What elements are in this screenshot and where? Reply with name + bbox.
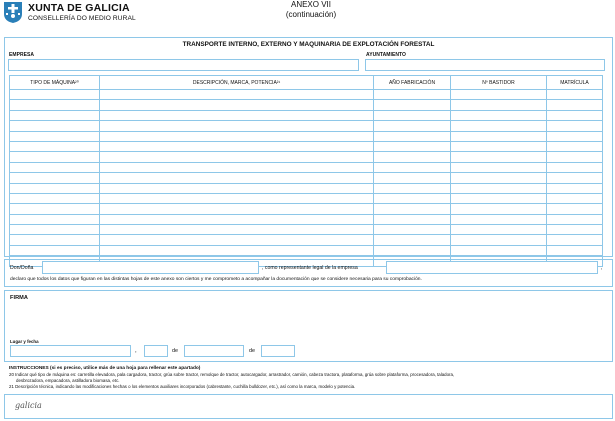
table-cell[interactable] [451,214,547,224]
table-cell[interactable] [547,162,603,172]
table-row [10,121,603,131]
table-row [10,183,603,193]
instruction-line-21: 21 Descripción técnica, indicando las modificaciones hechas o los elementos auxiliares incorporados (cabrestante, cuchilla bulldozer, etc.), así como la marca, modelo y potencia. [9,384,356,389]
table-cell[interactable] [100,225,374,235]
table-cell[interactable] [100,110,374,120]
col-matricula: MATRÍCULA [547,76,603,90]
place-input[interactable] [10,345,131,357]
table-cell[interactable] [547,90,603,100]
table-cell[interactable] [10,183,100,193]
table-cell[interactable] [451,121,547,131]
table-cell[interactable] [100,100,374,110]
table-cell[interactable] [10,131,100,141]
table-cell[interactable] [547,235,603,245]
table-cell[interactable] [374,235,451,245]
don-name-input[interactable] [42,261,259,274]
table-cell[interactable] [374,152,451,162]
table-cell[interactable] [374,214,451,224]
company-name-input[interactable] [386,261,598,274]
table-cell[interactable] [451,183,547,193]
table-cell[interactable] [547,152,603,162]
table-cell[interactable] [547,131,603,141]
col-descripcion: DESCRIPCIÓN, MARCA, POTENCIA²¹ [100,76,374,90]
instructions [9,366,609,390]
table-cell[interactable] [451,225,547,235]
xunta-shield-logo [3,1,23,24]
org-name: XUNTA DE GALICIA [28,2,130,14]
table-cell[interactable] [374,162,451,172]
table-cell[interactable] [374,245,451,255]
table-cell[interactable] [100,214,374,224]
table-cell[interactable] [374,141,451,151]
table-cell[interactable] [547,173,603,183]
table-row [10,131,603,141]
form-title: TRANSPORTE INTERNO, EXTERNO Y MAQUINARIA DE EXPLOTACIÓN FORESTAL [182,41,435,48]
place-date-label: Lugar y fecha [10,339,39,344]
table-cell[interactable] [100,183,374,193]
annex-title: ANEXO VII [290,0,331,9]
table-row [10,235,603,245]
table-cell[interactable] [10,235,100,245]
ayuntamiento-label: AYUNTAMIENTO [366,52,406,58]
table-cell[interactable] [374,90,451,100]
table-cell[interactable] [374,225,451,235]
table-cell[interactable] [100,131,374,141]
footer-box [4,394,613,419]
instruction-line-20-cont: desbrozadora, empacadora, astilladora biomasa, etc. [16,378,120,383]
table-cell[interactable] [100,141,374,151]
table-cell[interactable] [451,90,547,100]
table-row [10,204,603,214]
table-row [10,152,603,162]
table-row [10,110,603,120]
table-cell[interactable] [100,121,374,131]
table-row [10,90,603,100]
table-cell[interactable] [451,110,547,120]
table-cell[interactable] [100,152,374,162]
table-cell[interactable] [10,245,100,255]
table-cell[interactable] [10,141,100,151]
table-cell[interactable] [547,110,603,120]
table-cell[interactable] [451,141,547,151]
table-cell[interactable] [547,225,603,235]
table-cell[interactable] [451,193,547,203]
table-cell[interactable] [10,193,100,203]
empresa-input[interactable] [8,59,359,71]
table-cell[interactable] [547,100,603,110]
table-cell[interactable] [10,204,100,214]
table-cell[interactable] [374,204,451,214]
instruction-line-20: 20 Indicar qué tipo de máquina es: carretilla elevadora, pala cargadora, tractor, grúa sobre tractor, remolque de tractor, autocargador, arrastrador, camión, cabeza tractora, plataforma, grúa sobre plataforma, procesadora, taladora, [9,372,455,377]
table-cell[interactable] [100,90,374,100]
firma-label: FIRMA [10,295,28,301]
ayuntamiento-input[interactable] [365,59,605,71]
table-cell[interactable] [10,152,100,162]
de-label-1: de [172,348,178,354]
machinery-table [9,75,603,267]
table-cell[interactable] [374,131,451,141]
month-input[interactable] [184,345,244,357]
table-cell[interactable] [374,100,451,110]
col-ano-fabricacion: AÑO FABRICACIÓN [374,76,451,90]
table-cell[interactable] [547,121,603,131]
table-cell[interactable] [451,173,547,183]
table-cell[interactable] [547,141,603,151]
table-cell[interactable] [10,100,100,110]
trailing-comma: , [601,265,603,271]
instructions-heading: INSTRUCCIONES (si es preciso, utilice más de una hoja para rellenar este apartado) [9,366,201,371]
annex-subtitle: (continuación) [285,10,337,19]
table-cell[interactable] [374,121,451,131]
col-bastidor: Nº BASTIDOR [451,76,547,90]
annex-heading [280,0,342,20]
table-cell[interactable] [547,193,603,203]
table-cell[interactable] [374,193,451,203]
table-cell[interactable] [547,204,603,214]
don-label: Don/Doña [10,265,34,271]
table-cell[interactable] [451,131,547,141]
table-cell[interactable] [10,214,100,224]
col-tipo-maquina: TIPO DE MÁQUINA²⁰ [10,76,100,90]
table-cell[interactable] [451,204,547,214]
table-cell[interactable] [374,110,451,120]
year-input[interactable] [261,345,295,357]
table-header-row [10,76,603,90]
place-comma: , [135,348,137,354]
table-cell[interactable] [100,162,374,172]
table-cell[interactable] [451,100,547,110]
table-cell[interactable] [547,214,603,224]
table-row [10,100,603,110]
table-cell[interactable] [10,110,100,120]
table-row [10,162,603,172]
table-row [10,193,603,203]
table-cell[interactable] [10,173,100,183]
table-cell[interactable] [100,173,374,183]
table-cell[interactable] [451,152,547,162]
table-cell[interactable] [451,162,547,172]
org-subtitle: CONSELLERÍA DO MEDIO RURAL [28,15,136,22]
table-cell[interactable] [547,183,603,193]
table-cell[interactable] [374,183,451,193]
table-cell[interactable] [10,90,100,100]
table-cell[interactable] [100,193,374,203]
table-cell[interactable] [10,162,100,172]
table-row [10,225,603,235]
table-row [10,214,603,224]
table-row [10,245,603,255]
table-cell[interactable] [374,173,451,183]
table-cell[interactable] [100,204,374,214]
galicia-footer-logo: galicia [15,401,42,410]
de-label-2: de [249,348,255,354]
table-cell[interactable] [10,225,100,235]
table-cell[interactable] [451,245,547,255]
table-row [10,173,603,183]
table-cell[interactable] [451,235,547,245]
day-input[interactable] [144,345,168,357]
table-cell[interactable] [10,121,100,131]
empresa-label: EMPRESA [9,52,35,58]
table-cell[interactable] [547,245,603,255]
representative-text: , como representante legal de la empresa [262,265,358,271]
table-cell[interactable] [100,235,374,245]
table-cell[interactable] [100,245,374,255]
table-row [10,141,603,151]
declaration-statement: declaro que todos los datos que figuran en las distintas hojas de este anexo son ciertos y me comprometo a acompañar la documentación que se considere necesaria para su comprobación. [10,277,422,282]
